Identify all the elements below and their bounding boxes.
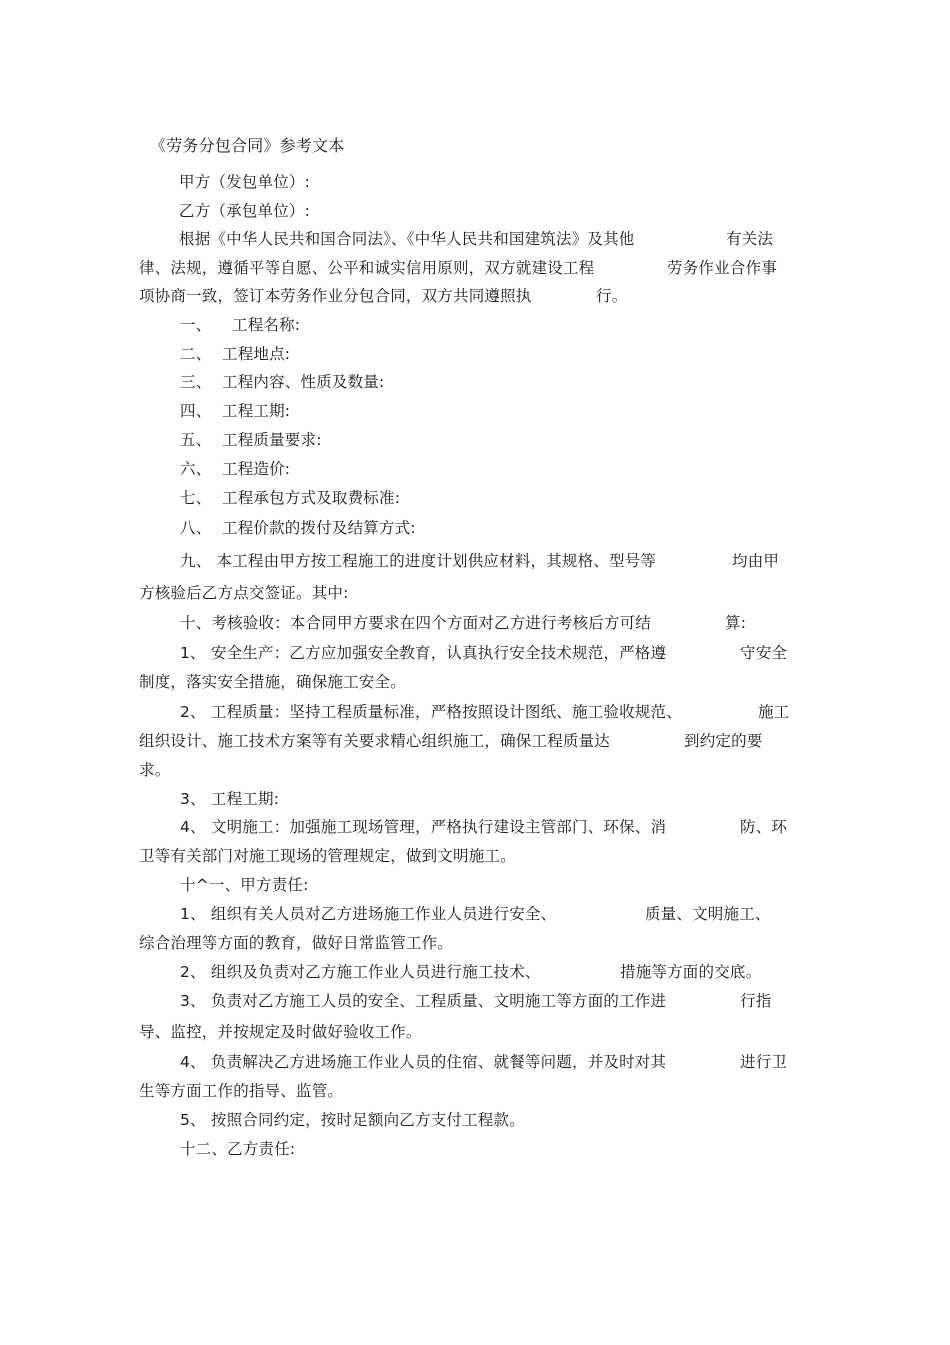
preamble-line: 行。 bbox=[596, 287, 628, 305]
item9-line: 方核验后乙方点交签证。其中: bbox=[139, 584, 349, 602]
item10-clause: 4、 文明施工：加强施工现场管理，严格执行建设主管部门、环保、消 bbox=[180, 818, 667, 836]
item11-clause: 行指 bbox=[740, 992, 772, 1010]
item9-line: 九、 本工程由甲方按工程施工的进度计划供应材料，其规格、型号等 bbox=[180, 552, 657, 570]
item-text: 工程工期: bbox=[222, 402, 291, 420]
item11-clause: 措施等方面的交底。 bbox=[620, 963, 762, 981]
preamble-line: 有关法 bbox=[726, 230, 774, 248]
item-text: 工程承包方式及取费标准: bbox=[222, 489, 401, 507]
item11-clause: 4、 负责解决乙方进场施工作业人员的住宿、就餐等问题，并及时对其 bbox=[180, 1053, 667, 1071]
item11-clause: 3、 负责对乙方施工人员的安全、工程质量、文明施工等方面的工作进 bbox=[180, 992, 667, 1010]
item11-clause: 1、 组织有关人员对乙方进场施工作业人员进行安全、 bbox=[180, 905, 557, 923]
item-text: 工程内容、性质及数量: bbox=[222, 373, 385, 391]
item11-clause: 质量、文明施工、 bbox=[645, 905, 771, 923]
item10-clause: 到约定的要 bbox=[684, 732, 763, 750]
item-text: 工程质量要求: bbox=[222, 431, 322, 449]
preamble-line: 根据《中华人民共和国合同法》、《中华人民共和国建筑法》及其他 bbox=[179, 230, 635, 248]
item11-clause: 5、 按照合同约定，按时足额向乙方支付工程款。 bbox=[180, 1111, 525, 1129]
item10-clause: 施工 bbox=[758, 703, 790, 721]
item-number: 七、 bbox=[180, 489, 212, 507]
item10-clause: 组织设计、施工技术方案等有关要求精心组织施工，确保工程质量达 bbox=[139, 732, 611, 750]
item10-clause: 2、 工程质量：坚持工程质量标准，严格按照设计图纸、施工验收规范、 bbox=[180, 703, 682, 721]
item-number: 四、 bbox=[180, 402, 212, 420]
item-number: 六、 bbox=[180, 460, 212, 478]
item10-clause: 守安全 bbox=[740, 644, 788, 662]
item-number: 五、 bbox=[180, 431, 212, 449]
item-text: 工程价款的拨付及结算方式: bbox=[222, 519, 416, 537]
item10-clause: 防、环 bbox=[740, 818, 788, 836]
item9-line: 均由甲 bbox=[732, 552, 780, 570]
item-number: 三、 bbox=[180, 373, 212, 391]
item11-clause: 综合治理等方面的教育，做好日常监管工作。 bbox=[139, 934, 454, 952]
item10-clause: 卫等有关部门对施工现场的管理规定，做到文明施工。 bbox=[139, 847, 516, 865]
item10-clause: 1、 安全生产：乙方应加强安全教育，认真执行安全技术规范，严格遵 bbox=[180, 644, 667, 662]
item-text: 工程地点: bbox=[222, 345, 291, 363]
preamble-line: 项协商一致，签订本劳务作业分包合同，双方共同遵照执 bbox=[139, 287, 532, 305]
item11-clause: 生等方面工作的指导、监管。 bbox=[139, 1082, 344, 1100]
item11-clause: 2、 组织及负责对乙方施工作业人员进行施工技术、 bbox=[180, 963, 541, 981]
item11-clause: 进行卫 bbox=[740, 1053, 788, 1071]
item11-clause: 导、监控，并按规定及时做好验收工作。 bbox=[139, 1023, 422, 1041]
item-text: 工程名称: bbox=[232, 316, 301, 334]
item-number: 一、 bbox=[180, 316, 212, 334]
item10-heading: 算: bbox=[725, 614, 747, 632]
party-a-line: 甲方（发包单位）: bbox=[179, 173, 311, 191]
item-number: 八、 bbox=[180, 519, 212, 537]
item10-clause: 求。 bbox=[139, 761, 171, 779]
document-title: 《劳务分包合同》参考文本 bbox=[150, 136, 345, 155]
item10-clause: 制度，落实安全措施，确保施工安全。 bbox=[139, 673, 406, 691]
item12-heading: 十二、乙方责任: bbox=[180, 1140, 296, 1158]
preamble-line: 律、法规，遵循平等自愿、公平和诚实信用原则，双方就建设工程 bbox=[139, 259, 595, 277]
item10-clause: 3、 工程工期: bbox=[180, 790, 280, 808]
preamble-line: 劳务作业合作事 bbox=[667, 259, 777, 277]
item10-heading: 十、考核验收：本合同甲方要求在四个方面对乙方进行考核后方可结 bbox=[180, 614, 652, 632]
item-number: 二、 bbox=[180, 345, 212, 363]
item-text: 工程造价: bbox=[222, 460, 291, 478]
item11-heading: 十^一、甲方责任: bbox=[180, 876, 309, 894]
party-b-line: 乙方（承包单位）: bbox=[179, 202, 311, 220]
